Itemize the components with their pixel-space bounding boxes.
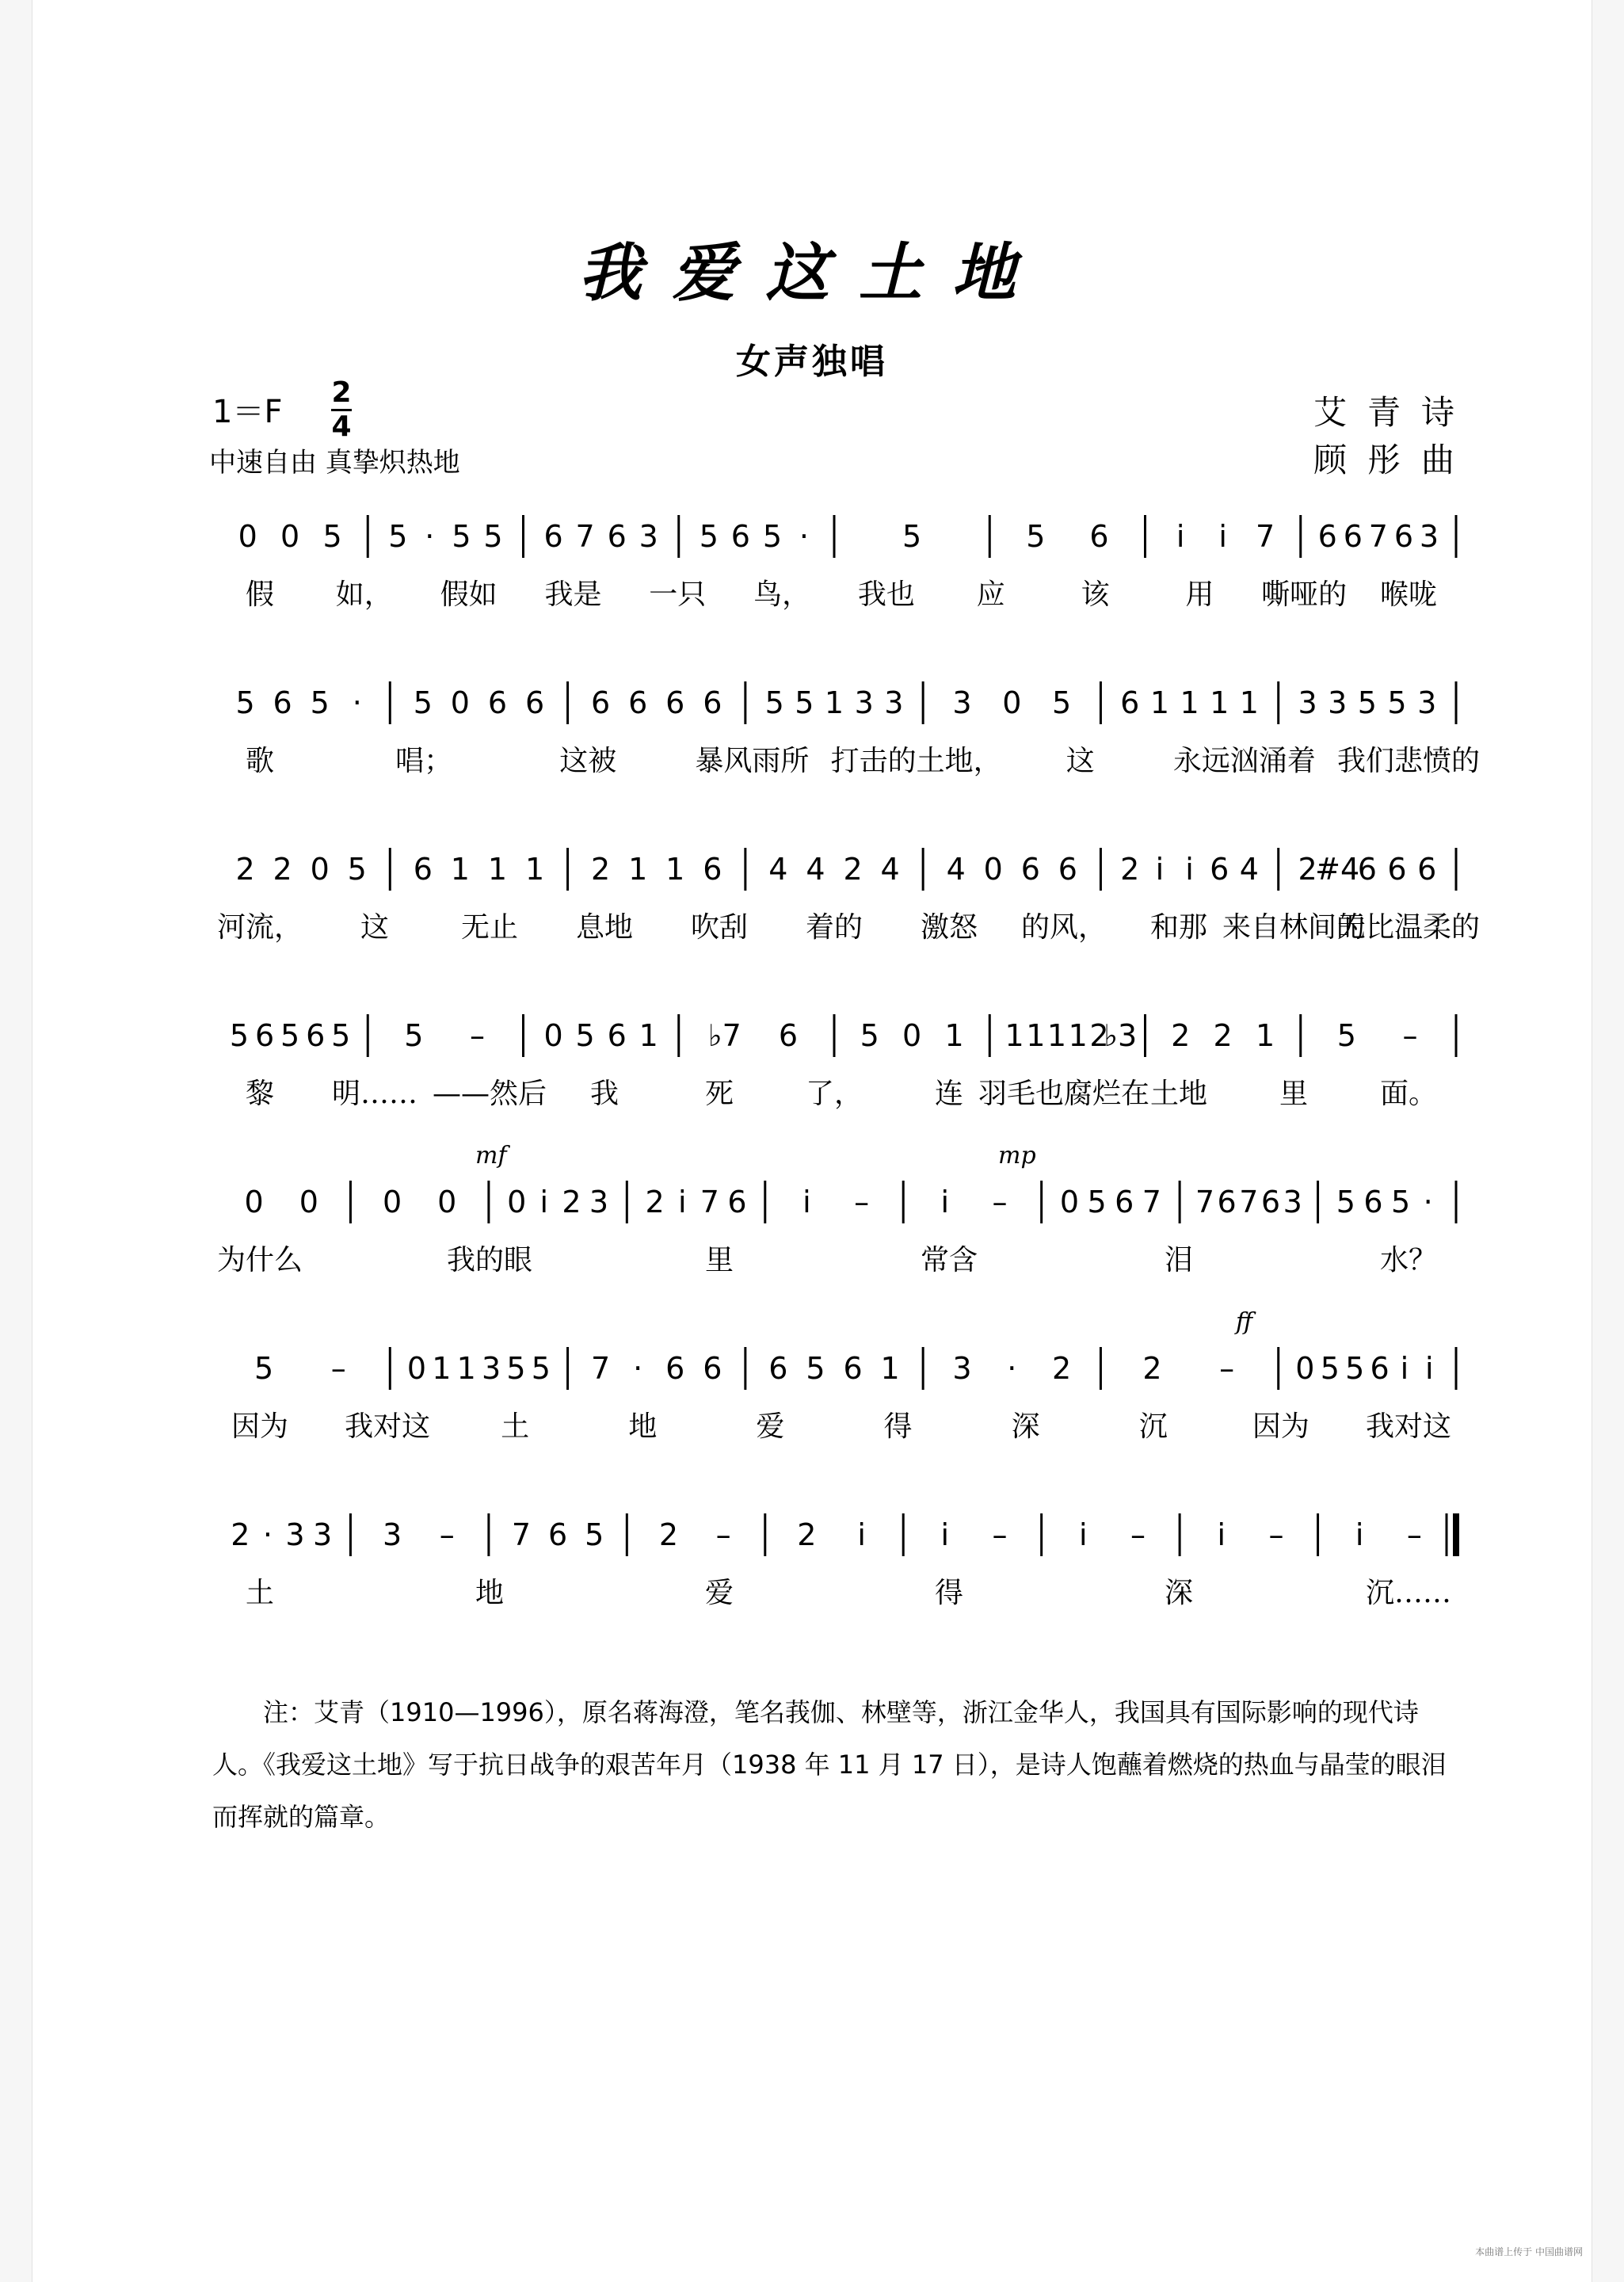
score-note: 5 bbox=[322, 519, 342, 554]
lyric-syllable: 因为 bbox=[231, 1410, 289, 1443]
lyric-syllable: 深 bbox=[1164, 1577, 1194, 1609]
lyric-syllable: 该 bbox=[1081, 578, 1110, 611]
score-note: ♭3 bbox=[1104, 1018, 1138, 1053]
lyric-syllable: 无止 bbox=[460, 911, 519, 944]
score-note: i bbox=[802, 1185, 811, 1219]
lyric-syllable: 我也 bbox=[857, 578, 915, 611]
score-note: 1 bbox=[524, 852, 545, 887]
poet-credit: 艾青诗 bbox=[1313, 393, 1476, 432]
score-note: 5 bbox=[483, 519, 503, 554]
score-note: 3 bbox=[952, 685, 972, 720]
lyric-syllable: 明…… bbox=[331, 1078, 418, 1110]
score-note: i bbox=[940, 1517, 950, 1552]
score-note: 3 bbox=[1419, 519, 1439, 554]
score-note: 5 bbox=[1336, 1185, 1355, 1219]
score-note: 5 bbox=[347, 852, 367, 887]
score-note: 5 bbox=[585, 1517, 604, 1552]
lyric-syllable: 暴风雨所 bbox=[695, 745, 810, 777]
score-note: – bbox=[1402, 1018, 1418, 1053]
score-note: 0 bbox=[1002, 685, 1022, 720]
score-note: – bbox=[992, 1185, 1008, 1219]
score-note: 6 bbox=[591, 685, 611, 720]
score-note: 2 bbox=[1051, 1351, 1072, 1386]
score-note: 2 bbox=[1142, 1351, 1162, 1386]
score-note: i bbox=[1400, 1351, 1409, 1386]
lyric-syllable: 应 bbox=[976, 578, 1005, 611]
score-note: 3 bbox=[1417, 685, 1437, 720]
dynamic-marking: mp bbox=[998, 1142, 1036, 1170]
score-note: 1 bbox=[880, 1351, 900, 1386]
lyric-syllable: 如， bbox=[335, 578, 393, 611]
score-note: 6 bbox=[1058, 852, 1077, 887]
score-note: 0 bbox=[437, 1185, 457, 1219]
lyric-syllable: 鸟， bbox=[753, 578, 811, 611]
key-signature: 1＝F bbox=[212, 394, 283, 430]
score-note: 1 bbox=[456, 1351, 476, 1386]
score-note: 6 bbox=[628, 685, 648, 720]
score-note: 6 bbox=[273, 685, 292, 720]
score-note: ♭7 bbox=[707, 1018, 741, 1053]
score-note: 6 bbox=[1020, 852, 1040, 887]
lyric-syllable: 里 bbox=[1279, 1078, 1309, 1110]
score-note: 5 bbox=[902, 519, 922, 554]
score-note: 1 bbox=[487, 852, 508, 887]
score-note: 6 bbox=[1089, 519, 1109, 554]
score-note: 1 bbox=[639, 1018, 658, 1053]
lyric-syllable: 得 bbox=[934, 1577, 964, 1609]
score-note: 6 bbox=[778, 1018, 799, 1053]
score-note: 1 bbox=[450, 852, 470, 887]
score-note: 6 bbox=[1343, 519, 1363, 554]
score-note: 7 bbox=[700, 1185, 719, 1219]
lyric-syllable: 唱； bbox=[395, 745, 453, 777]
lyric-syllable: 这 bbox=[1066, 745, 1095, 777]
score-note: 6 bbox=[1417, 852, 1437, 887]
lyric-syllable: 土 bbox=[501, 1410, 530, 1443]
score-note: 6 bbox=[703, 685, 722, 720]
score-note: 5 bbox=[388, 519, 408, 554]
score-note: 5 bbox=[452, 519, 471, 554]
lyric-syllable: ——然后 bbox=[432, 1078, 547, 1110]
score-note: 5 bbox=[1336, 1018, 1356, 1053]
score-note: i bbox=[1355, 1517, 1364, 1552]
score-note: 4 bbox=[768, 852, 788, 887]
score-note: 2 bbox=[1120, 852, 1140, 887]
lyric-syllable: 我 bbox=[589, 1078, 619, 1110]
score-note: 1 bbox=[824, 685, 844, 720]
score-note: 6 bbox=[487, 685, 508, 720]
score-note: – bbox=[469, 1018, 485, 1053]
score-note: 5 bbox=[795, 685, 814, 720]
lyric-syllable: 得 bbox=[883, 1410, 913, 1443]
dynamic-marking: ff bbox=[1236, 1308, 1253, 1336]
score-note: 5 bbox=[762, 519, 782, 554]
lyric-syllable: 吹刮 bbox=[690, 911, 749, 944]
score-note: 0 bbox=[382, 1185, 402, 1219]
score-note: 7 bbox=[1255, 519, 1275, 554]
score-note: 0 bbox=[244, 1185, 264, 1219]
score-note: 5 bbox=[310, 685, 330, 720]
lyric-syllable: 我们悲愤的 bbox=[1336, 745, 1481, 777]
score-note: 0 bbox=[543, 1018, 563, 1053]
score-note: 0 bbox=[902, 1018, 922, 1053]
score-note: 6 bbox=[1120, 685, 1140, 720]
lyric-syllable: 永远汹涌着 bbox=[1172, 745, 1316, 777]
score-note: 5 bbox=[413, 685, 433, 720]
score-note: 3 bbox=[589, 1185, 609, 1219]
lyric-syllable: 无比温柔的 bbox=[1336, 911, 1481, 944]
score-note: 0 bbox=[280, 519, 300, 554]
score-note: 6 bbox=[1115, 1185, 1134, 1219]
lyric-syllable: 了， bbox=[805, 1078, 863, 1110]
score-note: 6 bbox=[1217, 1185, 1237, 1219]
lyric-syllable: 来自林间的 bbox=[1222, 911, 1366, 944]
score-note: 6 bbox=[524, 685, 545, 720]
score-note: 4 bbox=[946, 852, 966, 887]
score-note: 5 bbox=[404, 1018, 424, 1053]
score-note: 6 bbox=[1363, 1185, 1383, 1219]
lyric-syllable: 沉 bbox=[1138, 1410, 1168, 1443]
lyric-syllable: 这 bbox=[360, 911, 390, 944]
score-note: 2 bbox=[658, 1517, 679, 1552]
song-subtitle: 女声独唱 bbox=[736, 342, 888, 382]
lyric-syllable: 的风， bbox=[1020, 911, 1107, 944]
score-note: 1 bbox=[1210, 685, 1229, 720]
score-note: 5 bbox=[235, 685, 255, 720]
score-note: · bbox=[799, 519, 810, 554]
lyric-syllable: 我的眼 bbox=[446, 1244, 533, 1276]
watermark: 本曲谱上传于 中国曲谱网 bbox=[1475, 2246, 1583, 2257]
score-note: 6 bbox=[665, 1351, 685, 1386]
lyric-syllable: 常含 bbox=[920, 1244, 978, 1276]
score-note: 2 bbox=[591, 852, 611, 887]
score-note: 0 bbox=[1059, 1185, 1080, 1219]
song-title: 我爱这土地 bbox=[578, 235, 1046, 310]
score-note: 1 bbox=[1005, 1018, 1024, 1053]
score-note: · bbox=[352, 685, 362, 720]
score-note: 6 bbox=[843, 1351, 863, 1386]
lyric-syllable: 连 bbox=[934, 1078, 964, 1110]
lyric-syllable: 着的 bbox=[805, 911, 863, 944]
score-note: 6 bbox=[306, 1018, 326, 1053]
score-note: 5 bbox=[1357, 685, 1377, 720]
score-note: 5 bbox=[575, 1018, 595, 1053]
score-note: 6 bbox=[1260, 1185, 1281, 1219]
lyric-syllable: 和那 bbox=[1149, 911, 1208, 944]
lyric-syllable: 爱 bbox=[756, 1410, 785, 1443]
lyric-syllable: 为什么 bbox=[216, 1244, 303, 1276]
score-note: 5 bbox=[1390, 1185, 1411, 1219]
score-note: 6 bbox=[1210, 852, 1229, 887]
score-note: 2 bbox=[1213, 1018, 1233, 1053]
score-note: 5 bbox=[254, 1351, 274, 1386]
lyric-syllable: 激怒 bbox=[920, 911, 978, 944]
score-note: 3 bbox=[854, 685, 874, 720]
lyric-syllable: 打击的土地， bbox=[830, 745, 1002, 777]
score-note: – bbox=[1130, 1517, 1146, 1552]
score-note: 1 bbox=[1239, 685, 1259, 720]
score-note: 6 bbox=[727, 1185, 747, 1219]
score-note: · bbox=[633, 1351, 643, 1386]
score-note: – bbox=[992, 1517, 1008, 1552]
score-note: 7 bbox=[1368, 519, 1388, 554]
lyric-syllable: 歌 bbox=[245, 745, 275, 777]
score-note: 5 bbox=[280, 1018, 300, 1053]
score-note: 3 bbox=[382, 1517, 402, 1552]
score-note: 5 bbox=[506, 1351, 526, 1386]
score-note: 2 bbox=[1298, 852, 1317, 887]
score-note: 7 bbox=[575, 519, 595, 554]
score-note: 5 bbox=[331, 1018, 351, 1053]
lyric-syllable: 土 bbox=[245, 1577, 275, 1609]
tempo-marking: 中速自由 真挚炽热地 bbox=[209, 447, 460, 479]
meter-bottom: 4 bbox=[331, 410, 352, 443]
score-note: 2 bbox=[1089, 1018, 1109, 1053]
lyric-syllable: 里 bbox=[704, 1244, 734, 1276]
score-note: 1 bbox=[628, 852, 648, 887]
lyric-syllable: 假如 bbox=[440, 578, 497, 611]
lyric-syllable: 死 bbox=[704, 1078, 734, 1110]
score-note: 5 bbox=[1387, 685, 1407, 720]
score-note: 2 bbox=[645, 1185, 665, 1219]
score-note: 5 bbox=[1345, 1351, 1365, 1386]
score-note: i bbox=[539, 1185, 549, 1219]
meter-top: 2 bbox=[331, 376, 352, 409]
lyric-syllable: 假 bbox=[245, 578, 275, 611]
lyric-syllable: 河流， bbox=[216, 911, 303, 944]
score-note: 2 bbox=[1171, 1018, 1191, 1053]
score-note: 5 bbox=[1087, 1185, 1107, 1219]
score-note: 5 bbox=[229, 1018, 250, 1053]
score-note: i bbox=[1217, 1517, 1226, 1552]
lyric-syllable: 土地 bbox=[1149, 1078, 1208, 1110]
score-note: 5 bbox=[764, 685, 784, 720]
score-note: 7 bbox=[1239, 1185, 1259, 1219]
score-note: 6 bbox=[1370, 1351, 1390, 1386]
score-note: i bbox=[1155, 852, 1165, 887]
score-note: 6 bbox=[607, 1018, 627, 1053]
score-note: 3 bbox=[1298, 685, 1317, 720]
score-note: 1 bbox=[1068, 1018, 1088, 1053]
score-note: 5 bbox=[806, 1351, 825, 1386]
score-note: 4 bbox=[880, 852, 900, 887]
score-note: 1 bbox=[1046, 1018, 1067, 1053]
score-note: 1 bbox=[1255, 1018, 1275, 1053]
lyric-syllable: 地 bbox=[628, 1410, 658, 1443]
lyric-syllable: 水？ bbox=[1379, 1244, 1438, 1276]
score-note: 2 bbox=[562, 1185, 581, 1219]
score-note: 1 bbox=[665, 852, 685, 887]
score-note: 6 bbox=[768, 1351, 788, 1386]
score-note: 1 bbox=[1149, 685, 1170, 720]
score-note: 3 bbox=[884, 685, 904, 720]
score-note: 3 bbox=[639, 519, 658, 554]
score-note: 6 bbox=[254, 1018, 275, 1053]
score-note: 6 bbox=[1387, 852, 1407, 887]
score-note: i bbox=[1185, 852, 1194, 887]
score-note: 6 bbox=[665, 685, 685, 720]
score-note: 5 bbox=[699, 519, 719, 554]
lyric-syllable: 我对这 bbox=[1365, 1410, 1452, 1443]
dynamic-marking: mf bbox=[475, 1142, 507, 1170]
score-note: – bbox=[715, 1517, 731, 1552]
score-note: · bbox=[1423, 1185, 1433, 1219]
score-note: – bbox=[854, 1185, 870, 1219]
lyric-syllable: 用 bbox=[1185, 578, 1214, 611]
score-note: 7 bbox=[1142, 1185, 1161, 1219]
lyric-syllable: 地 bbox=[475, 1577, 505, 1609]
score-note: 6 bbox=[1393, 519, 1414, 554]
lyric-syllable: 我是 bbox=[544, 578, 602, 611]
lyric-syllable: 沉…… bbox=[1365, 1577, 1452, 1609]
score-note: i bbox=[1425, 1351, 1434, 1386]
score-note: 0 bbox=[983, 852, 1003, 887]
score-note: 5 bbox=[1051, 685, 1072, 720]
score-note: 6 bbox=[1357, 852, 1377, 887]
score-note: 6 bbox=[548, 1517, 568, 1552]
score-note: – bbox=[330, 1351, 346, 1386]
lyric-syllable: 因为 bbox=[1252, 1410, 1309, 1443]
lyric-syllable: 喉咙 bbox=[1379, 578, 1438, 611]
score-note: 6 bbox=[543, 519, 563, 554]
score-note: – bbox=[1268, 1517, 1284, 1552]
score-note: – bbox=[1406, 1517, 1422, 1552]
lyric-syllable: 羽毛也腐烂在 bbox=[978, 1078, 1150, 1110]
score-note: 3 bbox=[952, 1351, 972, 1386]
score-note: i bbox=[940, 1185, 950, 1219]
score-note: 0 bbox=[406, 1351, 427, 1386]
lyric-syllable: 黎 bbox=[245, 1078, 275, 1110]
score-note: 5 bbox=[1026, 519, 1046, 554]
score-note: – bbox=[1219, 1351, 1235, 1386]
score-note: 3 bbox=[1328, 685, 1348, 720]
score-note: 1 bbox=[432, 1351, 452, 1386]
footnote: 注：艾青（1910—1996），原名蒋海澄，笔名莪伽、林壁等，浙江金华人，我国具有国际影响的现代诗人。《我爱这土地》写于抗日战争的艰苦年月（1938 年 11 月 17 日），是诗人饱蘸着燃烧的热血与晶莹的眼泪而挥就的篇章。 bbox=[212, 1697, 1447, 1832]
score-note: 7 bbox=[591, 1351, 611, 1386]
score-note: 5 bbox=[531, 1351, 551, 1386]
lyric-syllable: 我对这 bbox=[345, 1410, 431, 1443]
score-note: i bbox=[677, 1185, 687, 1219]
score-note: 6 bbox=[413, 852, 433, 887]
score-note: 2 bbox=[235, 852, 255, 887]
composer-credit: 顾彤曲 bbox=[1313, 441, 1476, 479]
score-note: 6 bbox=[1317, 519, 1337, 554]
lyric-syllable: 一只 bbox=[649, 578, 707, 611]
score-note: 7 bbox=[511, 1517, 532, 1552]
score-note: – bbox=[439, 1517, 455, 1552]
score-note: 3 bbox=[313, 1517, 333, 1552]
score-note: 2 bbox=[797, 1517, 817, 1552]
score-note: 6 bbox=[703, 852, 722, 887]
lyric-syllable: 爱 bbox=[704, 1577, 734, 1609]
score-note: 3 bbox=[1283, 1185, 1302, 1219]
score-note: 4 bbox=[1239, 852, 1259, 887]
score-note: 4 bbox=[806, 852, 825, 887]
score-note: 2 bbox=[273, 852, 292, 887]
lyric-syllable: 息地 bbox=[575, 911, 634, 944]
score-note: i bbox=[1218, 519, 1227, 554]
score-note: 7 bbox=[1195, 1185, 1215, 1219]
score-note: 6 bbox=[703, 1351, 722, 1386]
score-note: #4 bbox=[1315, 852, 1360, 887]
score-note: 6 bbox=[607, 519, 627, 554]
score-note: 2 bbox=[843, 852, 863, 887]
score-note: 0 bbox=[507, 1185, 527, 1219]
score-note: 1 bbox=[944, 1018, 964, 1053]
lyric-syllable: 泪 bbox=[1164, 1244, 1194, 1276]
score-note: · bbox=[262, 1517, 273, 1552]
score-note: 1 bbox=[1026, 1018, 1046, 1053]
lyric-syllable: 嘶哑的 bbox=[1261, 578, 1348, 611]
score-note: i bbox=[1176, 519, 1185, 554]
score-note: i bbox=[1078, 1517, 1088, 1552]
score-note: i bbox=[857, 1517, 866, 1552]
score-note: 0 bbox=[310, 852, 330, 887]
score-note: 0 bbox=[1295, 1351, 1315, 1386]
score-note: 5 bbox=[1320, 1351, 1340, 1386]
score-note: 1 bbox=[1180, 685, 1199, 720]
score-note: 3 bbox=[285, 1517, 305, 1552]
score-note: · bbox=[1007, 1351, 1017, 1386]
lyric-syllable: 面。 bbox=[1379, 1078, 1438, 1110]
score-note: · bbox=[425, 519, 435, 554]
lyric-syllable: 这被 bbox=[559, 745, 617, 777]
score-note: 5 bbox=[860, 1018, 879, 1053]
score-note: 3 bbox=[482, 1351, 501, 1386]
score-note: 0 bbox=[299, 1185, 318, 1219]
score-note: 6 bbox=[730, 519, 750, 554]
score-note: 0 bbox=[238, 519, 257, 554]
lyric-syllable: 深 bbox=[1011, 1410, 1040, 1443]
score-note: 2 bbox=[231, 1517, 250, 1552]
score-note: 0 bbox=[450, 685, 470, 720]
